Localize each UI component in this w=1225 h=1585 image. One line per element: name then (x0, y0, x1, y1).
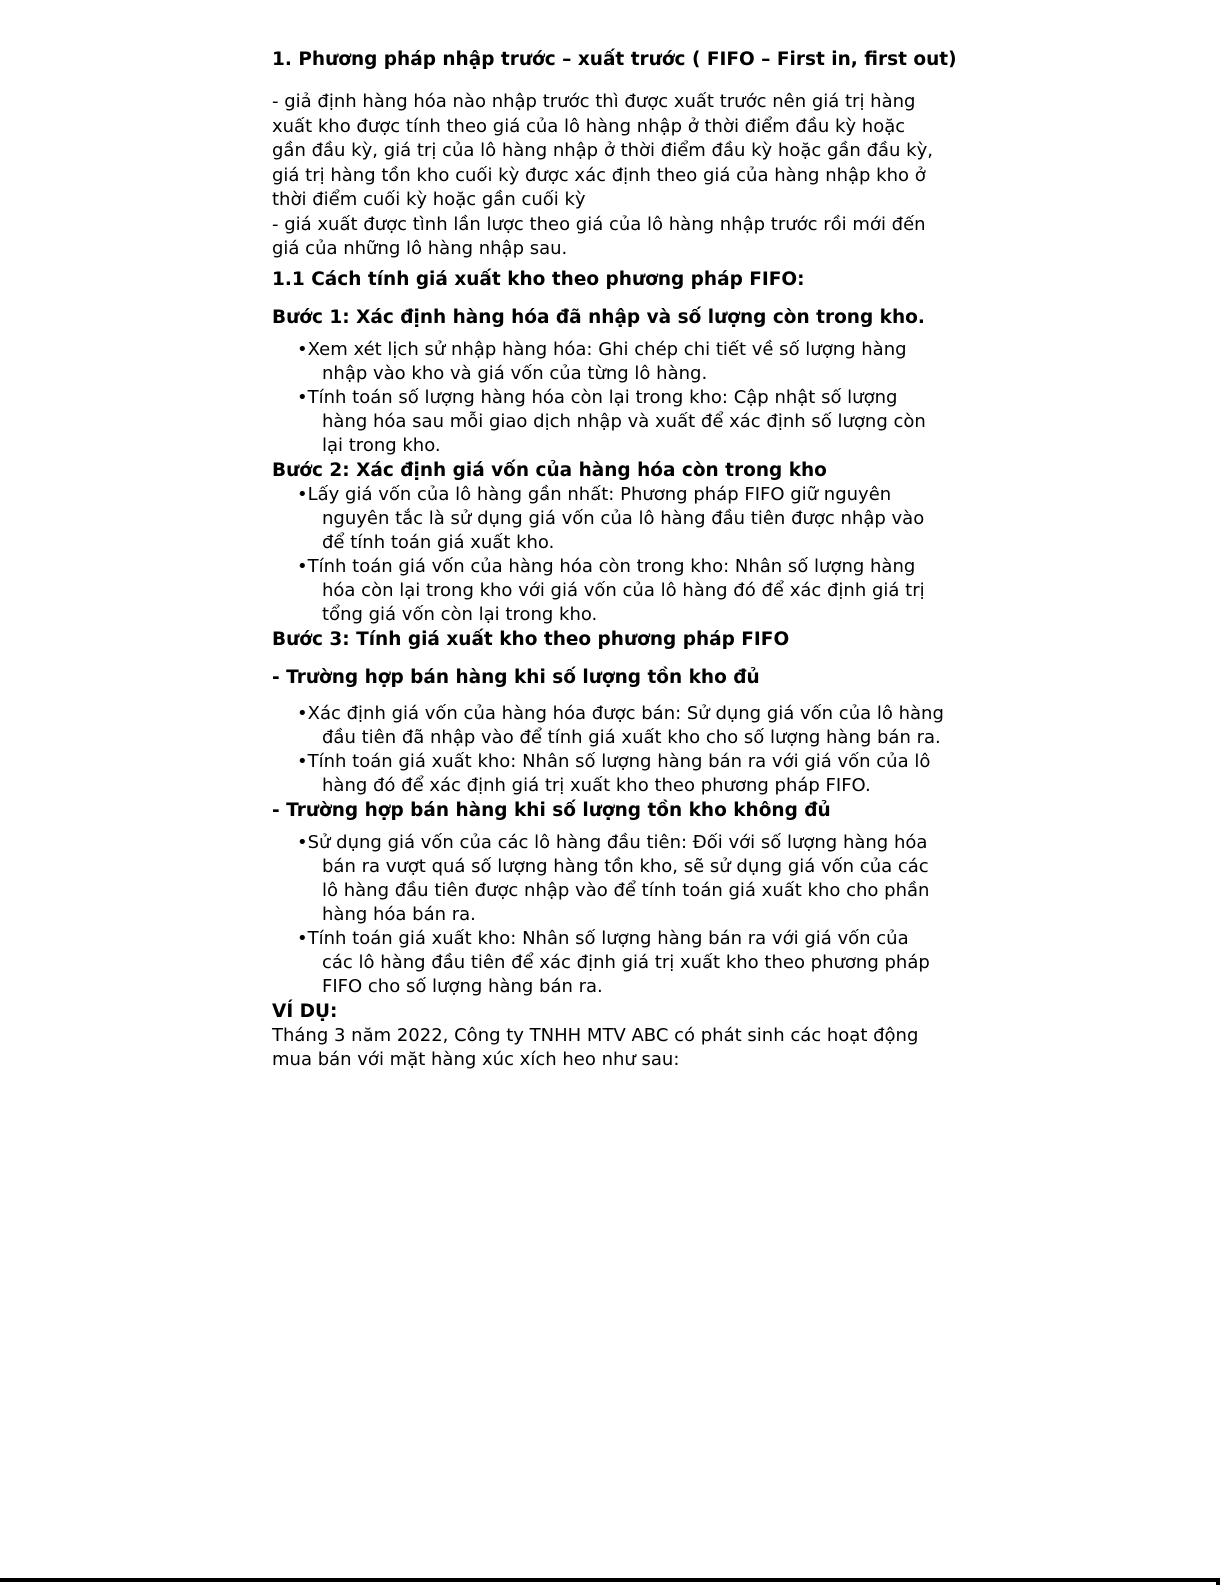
bullet-icon: • (297, 831, 308, 853)
heading-step2: Bước 2: Xác định giá vốn của hàng hóa còn trong kho (272, 459, 827, 481)
bullet-icon: • (297, 702, 308, 724)
list-item-text: Xem xét lịch sử nhập hàng hóa: Ghi chép chi tiết về số lượng hàng nhập vào kho và giá vốn của từng lô hàng. (307, 338, 907, 384)
case-not-enough-list (272, 831, 944, 999)
list-item-text: Tính toán giá vốn của hàng hóa còn trong kho: Nhân số lượng hàng hóa còn lại trong kho với giá vốn của lô hàng đó để xác định giá trị tổng giá vốn còn lại trong kho. (307, 555, 925, 625)
bullet-icon: • (297, 483, 308, 505)
heading-case-not-enough: - Trường hợp bán hàng khi số lượng tồn kho không đủ (272, 799, 831, 821)
list-item (297, 338, 944, 386)
list-item-text: Tính toán giá xuất kho: Nhân số lượng hàng bán ra với giá vốn của các lô hàng đầu tiên để xác định giá trị xuất kho theo phương pháp FIFO cho số lượng hàng bán ra. (307, 927, 930, 997)
list-item-text: Tính toán số lượng hàng hóa còn lại trong kho: Cập nhật số lượng hàng hóa sau mỗi giao dịch nhập và xuất để xác định số lượng còn lại trong kho. (307, 386, 926, 456)
para-example-intro: Tháng 3 năm 2022, Công ty TNHH MTV ABC có phát sinh các hoạt động mua bán với mặt hàng xúc xích heo như sau: (272, 1024, 919, 1070)
para-fifo-assumption: - giả định hàng hóa nào nhập trước thì được xuất trước nên giá trị hàng xuất kho được tính theo giá của lô hàng nhập ở thời điểm đầu kỳ hoặc gần đầu kỳ, giá trị của lô hàng nhập ở thời điểm đầu kỳ hoặc gần đầu kỳ, giá trị hàng tồn kho cuối kỳ được xác định theo giá của hàng nhập kho ở thời điểm cuối kỳ hoặc gần cuối kỳ (272, 91, 933, 210)
bullet-icon: • (297, 338, 308, 360)
bullet-icon: • (297, 927, 308, 949)
table-corner-tick (1216, 1578, 1220, 1585)
list-item (297, 750, 944, 798)
document-body (272, 47, 957, 1073)
list-item-text: Xác định giá vốn của hàng hóa được bán: Sử dụng giá vốn của lô hàng đầu tiên đã nhập vào để tính giá xuất kho cho số lượng hàng bán ra. (307, 702, 944, 748)
step1-list (272, 338, 944, 458)
bullet-icon: • (297, 386, 308, 408)
bullet-icon: • (297, 750, 308, 772)
doc-title: 1. Phương pháp nhập trước – xuất trước ( FIFO – First in, first out) (272, 49, 957, 70)
list-item (297, 702, 944, 750)
list-item-text: Lấy giá vốn của lô hàng gần nhất: Phương pháp FIFO giữ nguyên nguyên tắc là sử dụng giá vốn của lô hàng đầu tiên được nhập vào để tính toán giá xuất kho. (307, 483, 925, 553)
list-item (297, 831, 944, 927)
step2-list (272, 483, 944, 627)
list-item-text: Tính toán giá xuất kho: Nhân số lượng hàng bán ra với giá vốn của lô hàng đó để xác định giá trị xuất kho theo phương pháp FIFO. (307, 750, 931, 796)
para-price-order: - giá xuất được tình lần lược theo giá của lô hàng nhập trước rồi mới đến giá của những lô hàng nhập sau. (272, 213, 926, 259)
heading-step1: Bước 1: Xác định hàng hóa đã nhập và số lượng còn trong kho. (272, 306, 925, 328)
table-top-border (0, 1578, 1220, 1582)
list-item (297, 483, 944, 555)
bullet-icon: • (297, 555, 308, 577)
list-item-text: Sử dụng giá vốn của các lô hàng đầu tiên: Đối với số lượng hàng hóa bán ra vượt quá số lượng hàng tồn kho, sẽ sử dụng giá vốn của các lô hàng đầu tiên được nhập vào để tính toán giá xuất kho cho phần hàng hóa bán ra. (307, 831, 930, 925)
heading-case-enough: - Trường hợp bán hàng khi số lượng tồn kho đủ (272, 666, 760, 688)
heading-method: 1.1 Cách tính giá xuất kho theo phương pháp FIFO: (272, 268, 805, 290)
list-item (297, 927, 944, 999)
heading-example: VÍ DỤ: (272, 1000, 338, 1022)
list-item (297, 386, 944, 458)
list-item (297, 555, 944, 627)
heading-step3: Bước 3: Tính giá xuất kho theo phương pháp FIFO (272, 628, 790, 650)
case-enough-list (272, 702, 944, 798)
